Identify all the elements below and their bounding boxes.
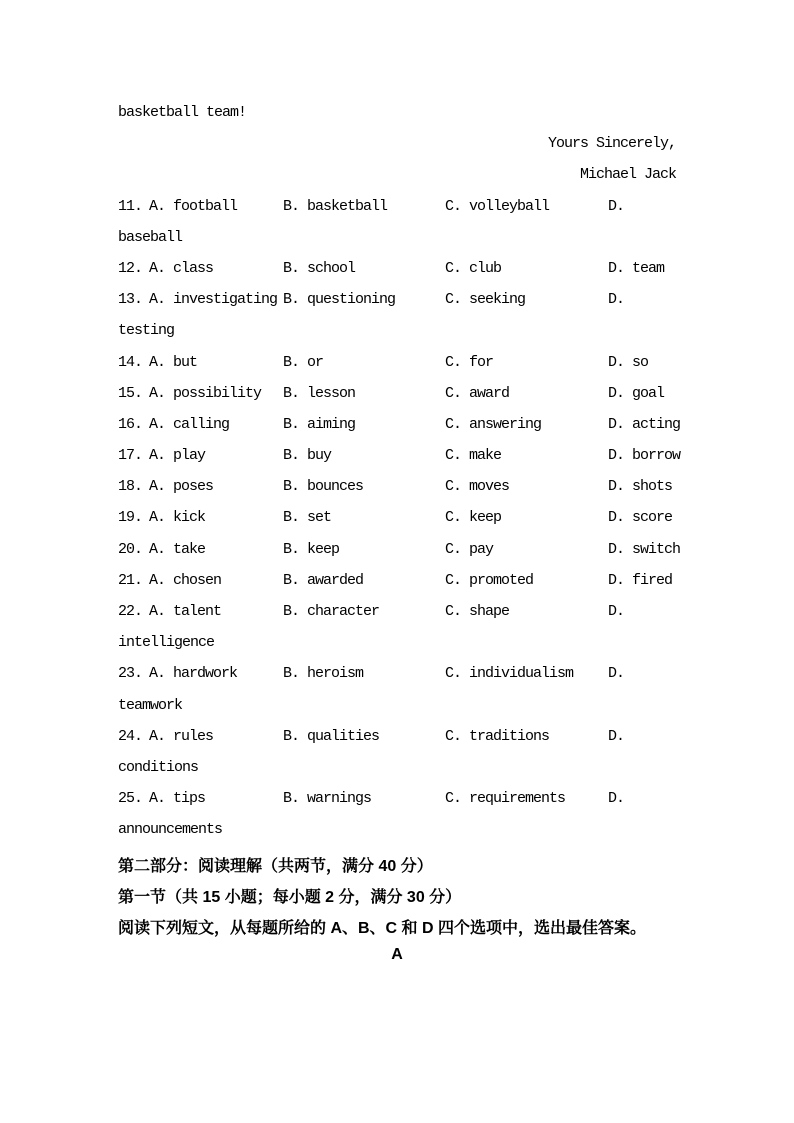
option-b: B. set [283, 509, 332, 527]
option-c: C. club [445, 259, 502, 277]
option-a: A. kick [149, 509, 206, 527]
option-d: D. fired [608, 571, 673, 589]
question-row-22 [118, 603, 676, 634]
option-c: C. individualism [445, 665, 574, 683]
option-d: D. team [608, 259, 665, 277]
question-number: 18. [118, 478, 143, 496]
question-number: 16. [118, 415, 143, 433]
option-d: D. so [608, 353, 649, 371]
option-a: A. football [149, 197, 238, 215]
question-row-19 [118, 509, 676, 540]
passage-label: A [391, 946, 403, 964]
option-d-overflow: announcements [118, 821, 223, 839]
option-a: A. class [149, 259, 214, 277]
letter-closing-line: basketball team! [118, 104, 247, 121]
section-heading: 第一节（共 15 小题；每小题 2 分，满分 30 分） [118, 888, 462, 906]
question-col-a [118, 509, 283, 540]
option-a: A. play [149, 447, 206, 465]
option-c: C. for [445, 353, 494, 371]
option-b: B. lesson [283, 384, 356, 402]
question-row-11 [118, 198, 676, 229]
option-b: B. character [283, 603, 380, 620]
option-d: D. acting [608, 415, 681, 433]
option-d-overflow: baseball [118, 228, 183, 246]
option-c: C. pay [445, 540, 494, 558]
option-d: D. goal [608, 384, 665, 402]
question-number: 24. [118, 727, 143, 745]
question-col-a [118, 790, 283, 821]
question-col-a [118, 354, 283, 385]
option-d-overflow: testing [118, 322, 175, 340]
option-a: A. rules [149, 727, 214, 745]
option-c: C. traditions [445, 727, 550, 745]
question-row-21 [118, 572, 676, 603]
question-row-20 [118, 540, 681, 572]
option-a: A. chosen [149, 571, 222, 589]
question-col-a [118, 572, 283, 603]
question-col-a [118, 728, 283, 759]
question-number: 15. [118, 384, 143, 402]
question-number: 21. [118, 571, 143, 589]
question-row-24 [118, 728, 676, 759]
option-b: B. school [283, 259, 356, 277]
option-b: B. qualities [283, 727, 380, 745]
question-row-12 [118, 260, 676, 291]
option-b: B. keep [283, 540, 340, 558]
section-instructions: 阅读下列短文，从每题所给的 A、B、C 和 D 四个选项中，选出最佳答案。 [118, 919, 647, 937]
option-d: D. [608, 790, 625, 808]
question-row-13 [118, 291, 676, 322]
question-number: 20. [118, 540, 143, 558]
option-d: D. borrow [608, 447, 681, 465]
option-a: A. investigating [149, 291, 278, 309]
option-a: A. talent [149, 603, 222, 620]
question-col-a [118, 416, 283, 447]
option-b: B. basketball [283, 197, 388, 215]
question-row-23 [118, 665, 676, 696]
option-a: A. possibility [149, 384, 262, 402]
option-b: B. warnings [283, 790, 372, 808]
document-content [118, 104, 681, 977]
option-a: A. tips [149, 790, 206, 808]
question-row-14 [118, 354, 676, 385]
option-c: C. keep [445, 509, 502, 527]
option-d: D. [608, 665, 625, 683]
question-col-a [118, 541, 283, 572]
option-d-overflow: conditions [118, 758, 199, 776]
question-number: 19. [118, 509, 143, 527]
question-number: 14. [118, 353, 143, 371]
question-col-a [118, 260, 283, 291]
option-a: A. calling [149, 415, 230, 433]
option-d: D. [608, 603, 625, 620]
question-col-a [118, 447, 283, 478]
question-number: 12. [118, 259, 143, 277]
option-c: C. shape [445, 603, 510, 620]
question-row-18 [118, 478, 676, 509]
option-b: B. aiming [283, 415, 356, 433]
question-row-15 [118, 385, 676, 416]
question-number: 25. [118, 790, 143, 808]
option-b: B. bounces [283, 478, 364, 496]
option-a: A. but [149, 353, 198, 371]
part-heading: 第二部分：阅读理解（共两节，满分 40 分） [118, 857, 433, 875]
option-c: C. answering [445, 415, 542, 433]
question-number: 13. [118, 291, 143, 309]
option-d-overflow: teamwork [118, 696, 183, 714]
question-row-16 [118, 415, 681, 447]
option-b: B. heroism [283, 665, 364, 683]
option-b: B. buy [283, 447, 332, 465]
question-col-a [118, 198, 283, 229]
option-b: B. or [283, 353, 324, 371]
question-number: 22. [118, 603, 143, 620]
question-col-a [118, 291, 283, 322]
option-c: C. promoted [445, 571, 534, 589]
option-d: D. shots [608, 478, 673, 496]
option-d-overflow: intelligence [118, 634, 215, 652]
option-d: D. [608, 291, 625, 309]
option-d: D. [608, 727, 625, 745]
letter-valediction: Yours Sincerely, [547, 135, 676, 153]
option-a: A. take [149, 540, 206, 558]
option-c: C. seeking [445, 291, 526, 309]
question-number: 23. [118, 665, 143, 683]
option-c: C. requirements [445, 790, 566, 808]
option-c: C. make [445, 447, 502, 465]
question-col-a [118, 603, 283, 634]
question-col-a [118, 385, 283, 416]
option-d: D. score [608, 509, 673, 527]
option-c: C. moves [445, 478, 510, 496]
option-c: C. award [445, 384, 510, 402]
question-number: 11. [118, 197, 143, 215]
question-col-a [118, 665, 283, 696]
option-d: D. [608, 197, 625, 215]
question-number: 17. [118, 447, 143, 465]
option-a: A. hardwork [149, 665, 238, 683]
option-c: C. volleyball [445, 197, 550, 215]
question-row-25 [118, 790, 676, 821]
option-b: B. questioning [283, 291, 396, 309]
option-a: A. poses [149, 478, 214, 496]
option-b: B. awarded [283, 571, 364, 589]
question-col-a [118, 478, 283, 509]
letter-signature: Michael Jack [579, 166, 676, 184]
option-d: D. switch [608, 540, 681, 558]
question-row-17 [118, 447, 681, 478]
